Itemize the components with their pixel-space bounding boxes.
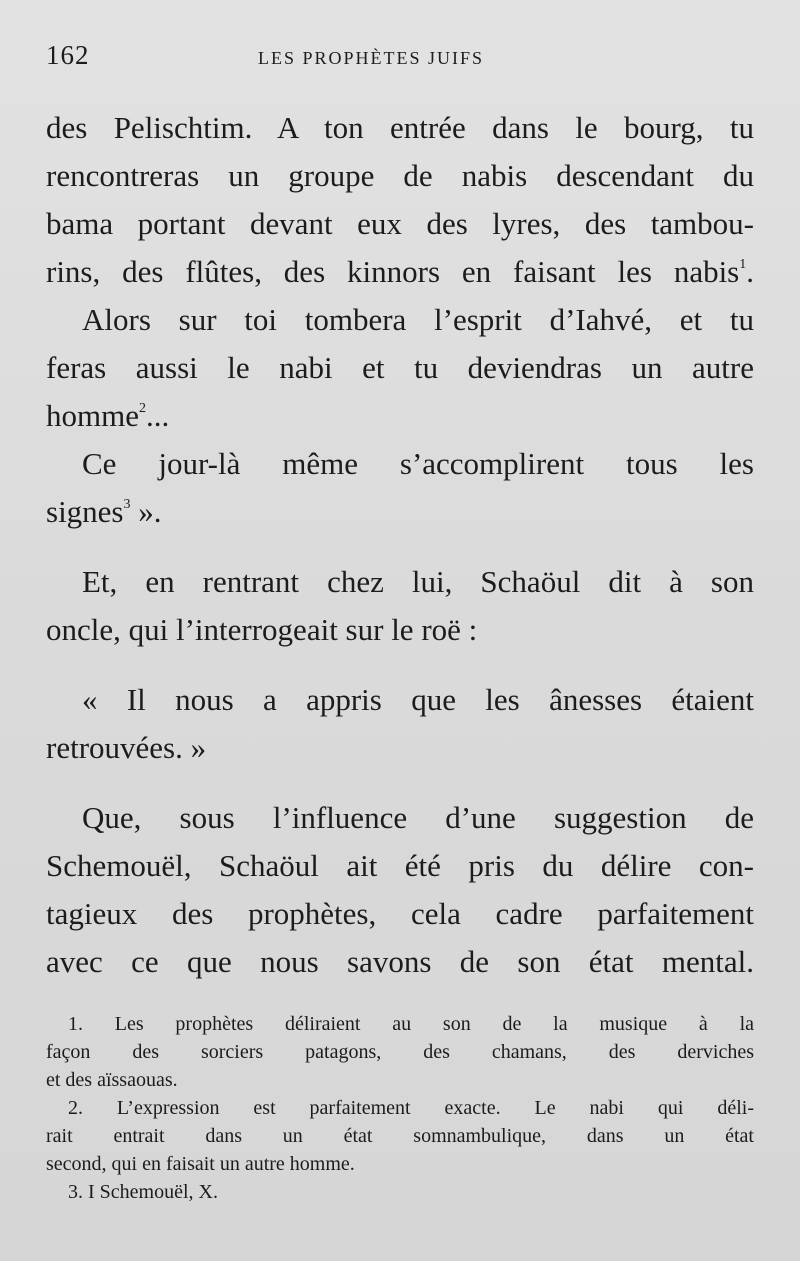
text-line: Et, en rentrant chez lui, Schaöul dit à son [82,564,754,599]
text-line [46,488,754,536]
text-segment: ». [130,494,162,529]
text-line: oncle, qui l’interrogeait sur le roë : [46,612,478,647]
footnote-line: rait entrait dans un état somnambulique, dans un état [46,1125,754,1147]
footnote-line: second, qui en faisait un autre homme. [46,1153,355,1175]
text-segment: signes [46,494,124,529]
text-line: Ce jour-là même s’accomplirent tous les [82,446,754,481]
text-line: bama portant devant eux des lyres, des tambou- [46,206,754,241]
page-number: 162 [46,40,90,70]
footnotes [46,1010,754,1206]
text-line: Alors sur toi tombera l’esprit d’Iahvé, et tu [82,302,754,337]
quote-line: « Il nous a appris que les ânesses étaient [82,682,754,717]
text-segment: ... [146,398,170,433]
page-header [46,40,756,74]
footnote-line: façon des sorciers patagons, des chamans, des derviches [46,1041,754,1063]
text-segment: rins, des flûtes, des kinnors en faisant les nabis [46,254,740,289]
text-line: tagieux des prophètes, cela cadre parfaitement [46,896,754,931]
text-line: Que, sous l’influence d’une suggestion de [82,800,754,835]
footnote-ref: 2 [139,401,146,416]
footnote-line: 1. Les prophètes déliraient au son de la musique à la [68,1013,754,1035]
footnote-line: 2. L’expression est parfaitement exacte. Le nabi qui déli- [68,1097,754,1119]
text-line: feras aussi le nabi et tu deviendras un autre [46,350,754,385]
text-line [46,392,754,440]
footnote-line: et des aïssaouas. [46,1069,178,1091]
footnote-line: 3. I Schemouël, X. [68,1181,218,1203]
text-line: avec ce que nous savons de son état mental. [46,944,754,979]
running-title: LES PROPHÈTES JUIFS [258,48,485,68]
main-text [46,104,754,986]
text-segment: . [746,254,754,289]
text-line: rencontreras un groupe de nabis descendant du [46,158,754,193]
text-line: Schemouël, Schaöul ait été pris du délire con- [46,848,754,883]
text-line [46,248,754,296]
footnote-ref: 1 [739,257,747,272]
text-line: des Pelischtim. A ton entrée dans le bourg, tu [46,110,754,145]
quote-line: retrouvées. » [46,730,207,765]
text-segment: homme [46,398,139,433]
footnote-ref: 3 [123,497,131,512]
